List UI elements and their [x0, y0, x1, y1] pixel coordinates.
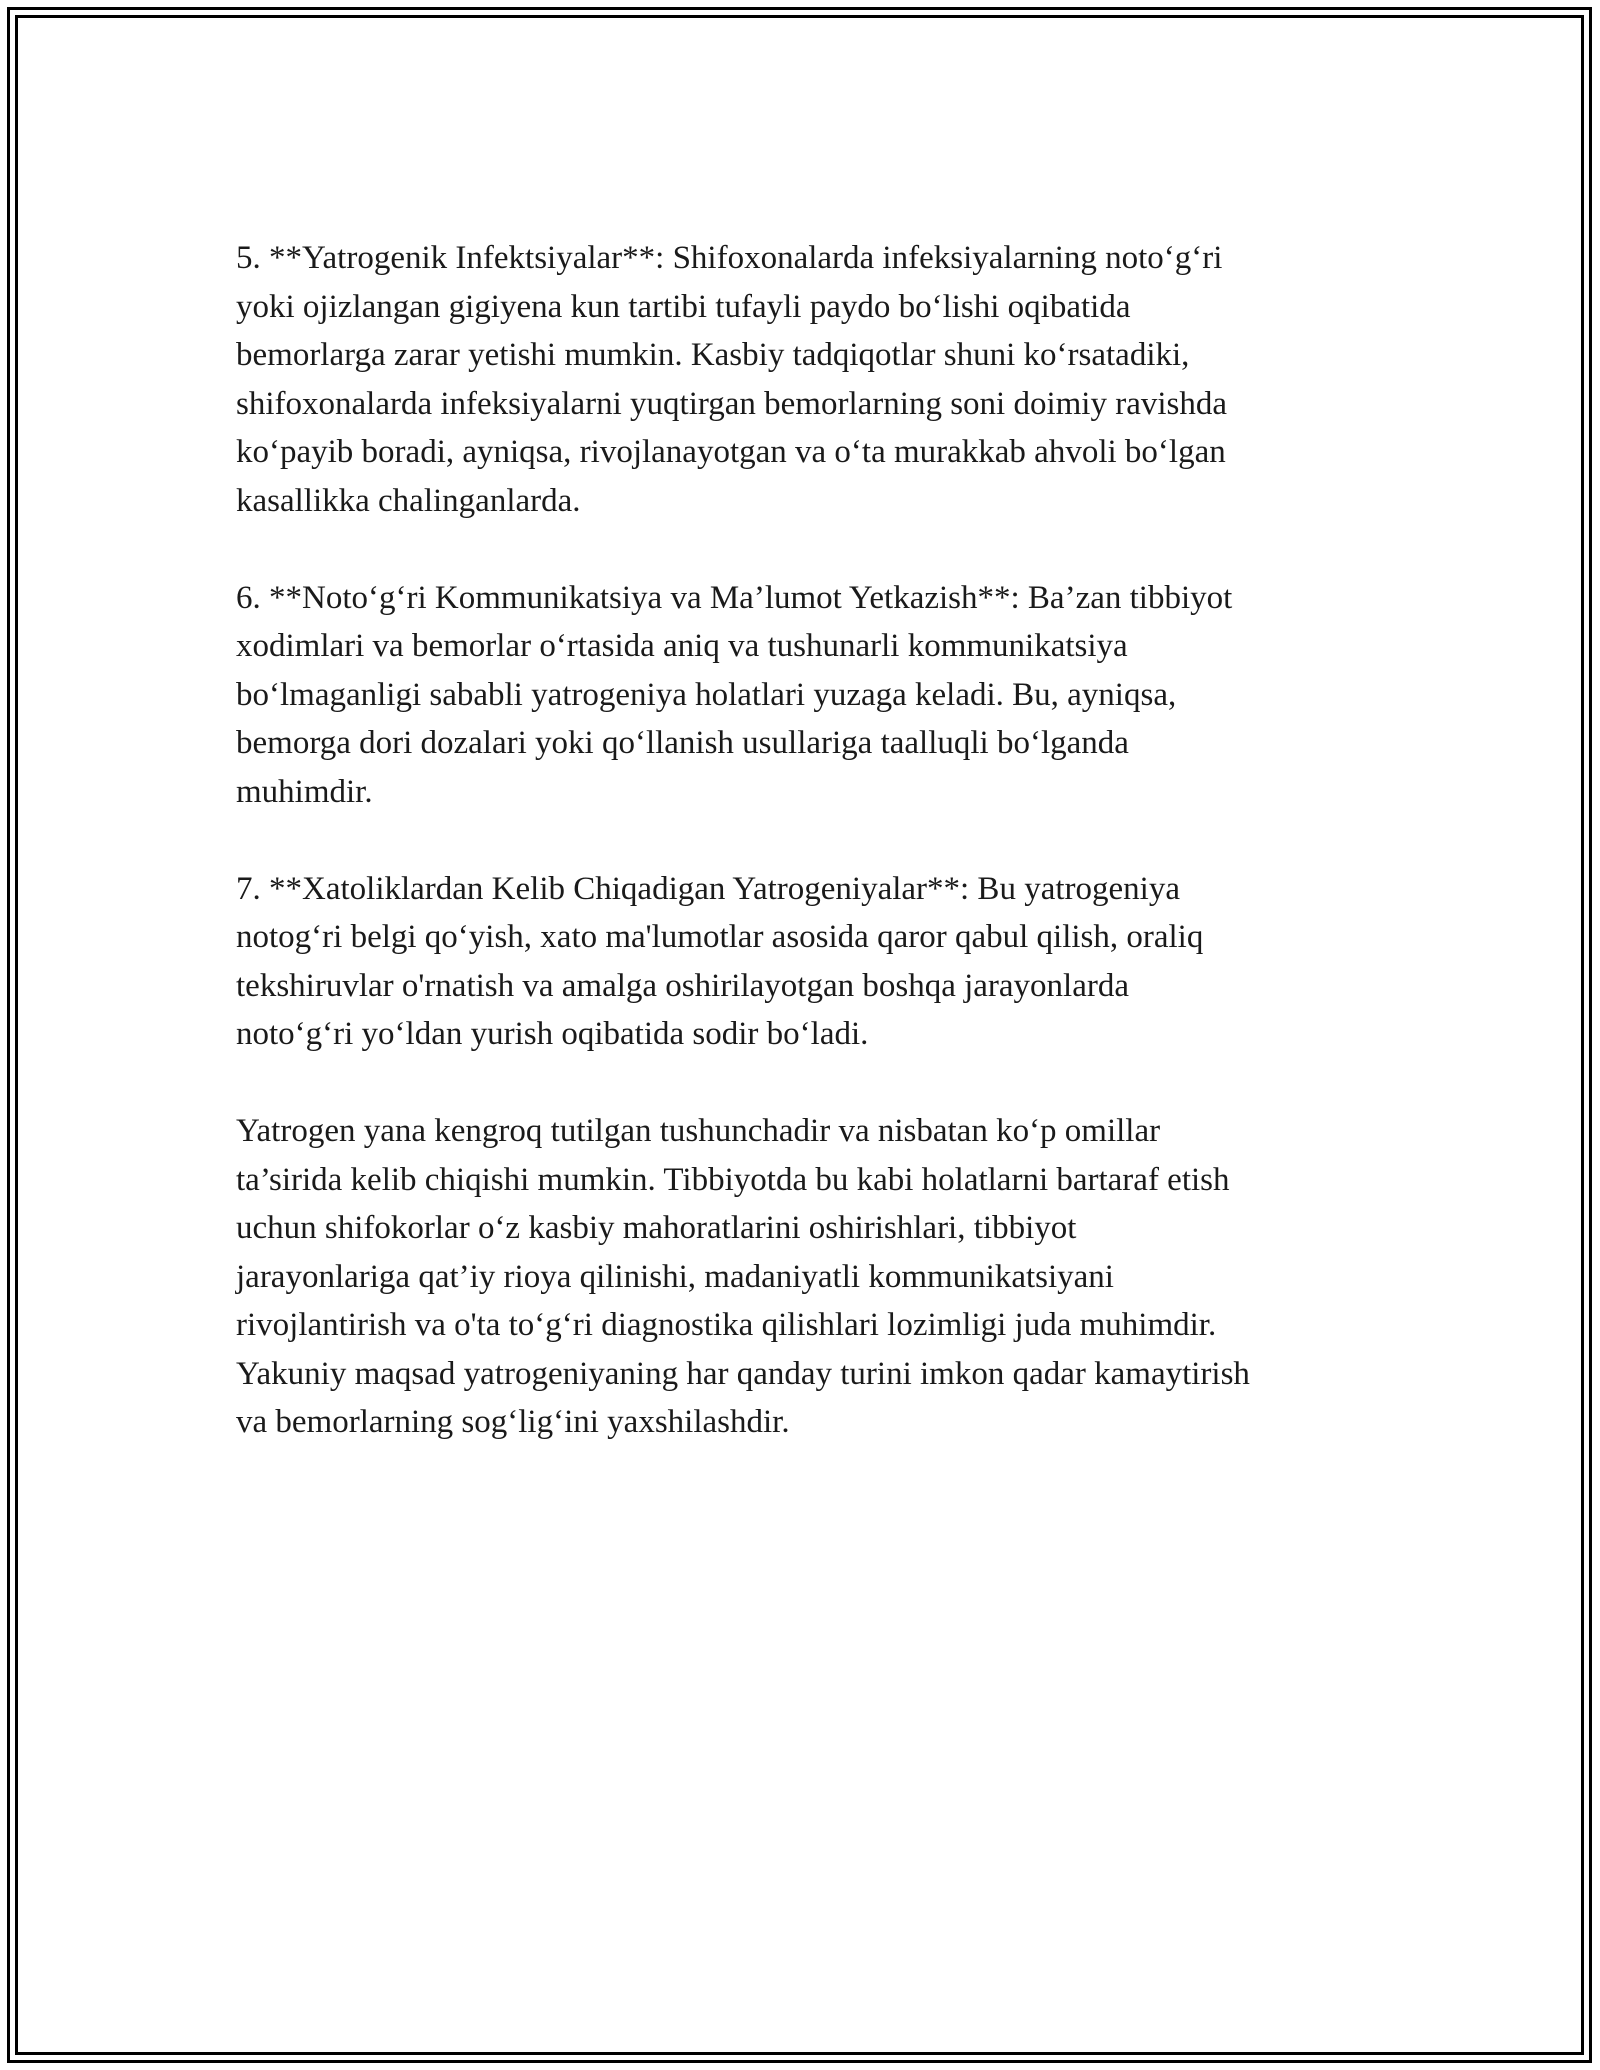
text-line: Yatrogen yana kengroq tutilgan tushunchadir va nisbatan ko‘p omillar [236, 1113, 1161, 1149]
text-line: bo‘lmaganligi sababli yatrogeniya holatlari yuzaga keladi. Bu, ayniqsa, [236, 676, 1177, 713]
text-line: rivojlantirish va o'ta to‘g‘ri diagnostika qilishlari lozimligi juda muhimdir. [236, 1307, 1217, 1343]
text-line: uchun shifokorlar o‘z kasbiy mahoratlarini oshirishlari, tibbiyot [236, 1210, 1077, 1246]
text-line: shifoxonalarda infeksiyalarni yuqtirgan bemorlarning soni doimiy ravishda [236, 385, 1227, 422]
text-line: yoki ojizlangan gigiyena kun tartibi tufayli paydo bo‘lishi oqibatida [236, 288, 1131, 325]
text-line: notog‘ri belgi qo‘yish, xato ma'lumotlar asosida qaror qabul qilish, oraliq [236, 919, 1204, 955]
paragraph-xatoliklar [236, 865, 1396, 1059]
text-line: 7. **Xatoliklardan Kelib Chiqadigan Yatrogeniyalar**: Bu yatrogeniya [236, 870, 1180, 907]
text-line: bemorga dori dozalari yoki qo‘llanish usullariga taalluqli bo‘lganda [236, 725, 1129, 761]
text-line: 5. **Yatrogenik Infektsiyalar**: Shifoxonalarda infeksiyalarning noto‘g‘ri [236, 240, 1223, 276]
paragraph-conclusion [236, 1107, 1396, 1447]
text-line: bemorlarga zarar yetishi mumkin. Kasbiy tadqiqotlar shuni ko‘rsatadiki, [236, 337, 1190, 373]
document-body [236, 234, 1396, 1447]
text-line: xodimlari va bemorlar o‘rtasida aniq va tushunarli kommunikatsiya [236, 628, 1128, 664]
paragraph-yatrogenik-infektsiyalar [236, 234, 1396, 525]
text-line: ta’sirida kelib chiqishi mumkin. Tibbiyotda bu kabi holatlarni bartaraf etish [236, 1161, 1230, 1198]
text-line: noto‘g‘ri yo‘ldan yurish oqibatida sodir bo‘ladi. [236, 1016, 869, 1052]
text-line: jarayonlariga qat’iy rioya qilinishi, madaniyatli kommunikatsiyani [236, 1258, 1114, 1295]
text-line: kasallikka chalinganlarda. [236, 482, 581, 519]
text-line: Yakuniy maqsad yatrogeniyaning har qanday turini imkon qadar kamaytirish [236, 1355, 1250, 1392]
paragraph-kommunikatsiya [236, 574, 1396, 817]
text-line: ko‘payib boradi, ayniqsa, rivojlanayotgan va o‘ta murakkab ahvoli bo‘lgan [236, 434, 1226, 470]
text-line: muhimdir. [236, 773, 373, 810]
text-line: 6. **Noto‘g‘ri Kommunikatsiya va Ma’lumot Yetkazish**: Ba’zan tibbiyot [236, 579, 1233, 616]
text-line: va bemorlarning sog‘lig‘ini yaxshilashdir. [236, 1404, 790, 1440]
text-line: tekshiruvlar o'rnatish va amalga oshirilayotgan boshqa jarayonlarda [236, 967, 1129, 1004]
